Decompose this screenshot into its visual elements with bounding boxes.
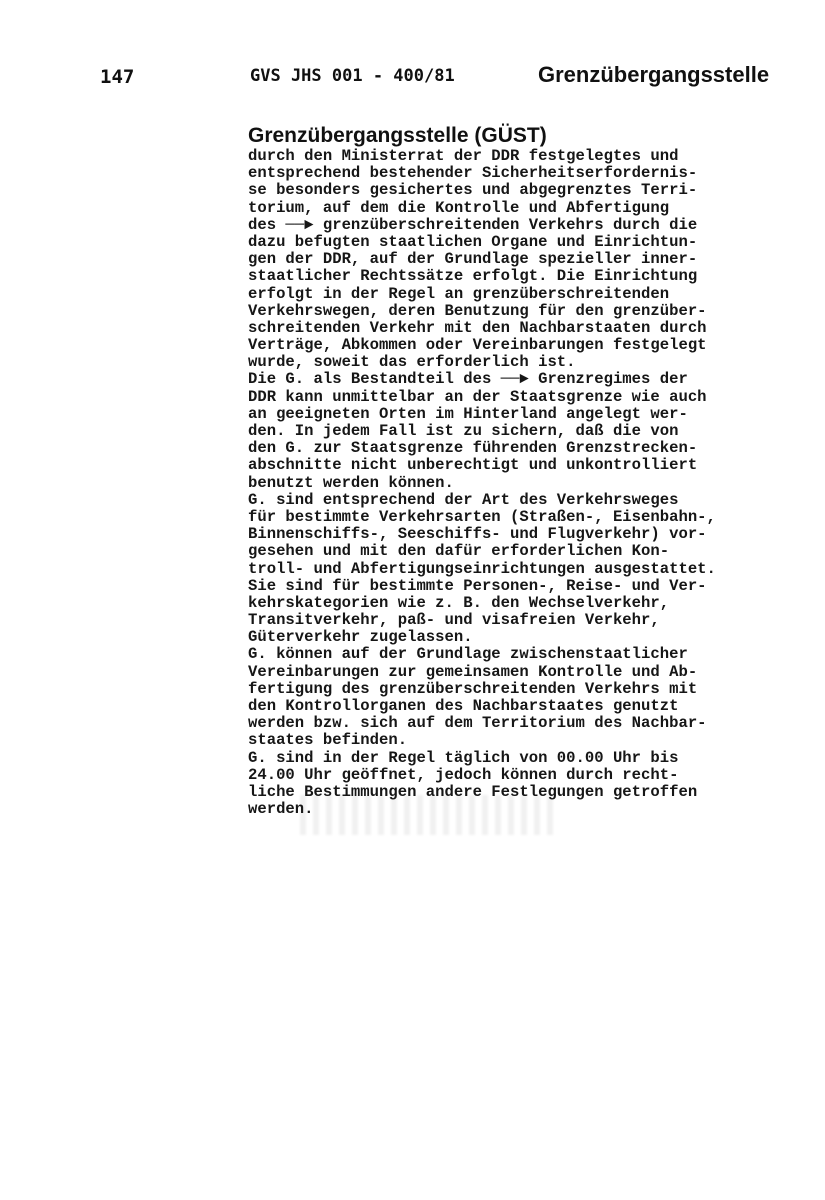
entry-line: dazu befugten staatlichen Organe und Einrichtun- (248, 232, 698, 251)
entry-line: Güterverkehr zugelassen. (248, 628, 473, 647)
entry-line: Binnenschiffs-, Seeschiffs- und Flugverkehr) vor- (248, 525, 707, 544)
entry-line: den. In jedem Fall ist zu sichern, daß die von (248, 422, 679, 440)
entry-line: kehrskategorien wie z. B. den Wechselverkehr, (248, 593, 670, 612)
entry-line: schreitenden Verkehr mit den Nachbarstaaten durch (248, 318, 707, 337)
entry-line: Sie sind für bestimmte Personen-, Reise- und Ver- (248, 576, 707, 595)
entry-line: Verkehrswegen, deren Benutzung für den grenzüber- (248, 301, 707, 320)
entry-line: gesehen und mit den dafür erforderlichen Kon- (248, 542, 670, 561)
entry-line: entsprechend bestehender Sicherheitserfordernis- (248, 164, 698, 183)
entry-line: abschnitte nicht unberechtigt und unkontrolliert (248, 456, 698, 475)
entry-line: Die G. als Bestandteil des ──► Grenzregimes der (248, 370, 688, 389)
entry-line: fertigung des grenzüberschreitenden Verkehrs mit (248, 679, 698, 698)
entry-line: Vereinbarungen zur gemeinsamen Kontrolle und Ab- (248, 662, 698, 681)
entry-line: an geeigneten Orten im Hinterland angelegt wer- (248, 404, 688, 423)
entry-line: torium, auf dem die Kontrolle und Abfertigung (248, 198, 670, 217)
running-header-keyword: Grenzübergangsstelle (538, 62, 770, 87)
entry-title: Grenzübergangsstelle (GÜST) (248, 124, 547, 147)
entry-line: durch den Ministerrat der DDR festgelegtes und (248, 147, 679, 165)
entry-line: DDR kann unmittelbar an der Staatsgrenze wie auch (248, 387, 707, 406)
scan-smudge (300, 795, 560, 835)
document-reference: GVS JHS 001 - 400/81 (250, 66, 455, 86)
entry-line: G. sind entsprechend der Art des Verkehrsweges (248, 490, 679, 509)
entry-line: liche Bestimmungen andere Festlegungen getroffen (248, 782, 698, 801)
entry-line: wurde, soweit das erforderlich ist. (248, 353, 576, 372)
entry-line: staates befinden. (248, 731, 408, 750)
entry-line: se besonders gesichertes und abgegrenztes Terri- (248, 181, 698, 200)
entry-line: den Kontrollorganen des Nachbarstaates genutzt (248, 697, 679, 715)
entry-line: 24.00 Uhr geöffnet, jedoch können durch recht- (248, 765, 679, 784)
entry-line: gen der DDR, auf der Grundlage spezieller inner- (248, 250, 698, 269)
entry-line: Transitverkehr, paß- und visafreien Verkehr, (248, 611, 660, 630)
entry-line: des ──► grenzüberschreitenden Verkehrs durch die (248, 215, 698, 234)
entry-line: benutzt werden können. (248, 473, 454, 492)
entry-line: werden bzw. sich auf dem Territorium des Nachbar- (248, 714, 707, 733)
entry-line: werden. (248, 800, 314, 819)
entry-line: erfolgt in der Regel an grenzüberschreitenden (248, 284, 670, 303)
entry-body (248, 148, 768, 818)
entry-line: staatlicher Rechtssätze erfolgt. Die Einrichtung (248, 267, 698, 286)
entry-line: G. können auf der Grundlage zwischenstaatlicher (248, 645, 688, 664)
entry-line: für bestimmte Verkehrsarten (Straßen-, Eisenbahn-, (248, 507, 716, 526)
entry-line: G. sind in der Regel täglich von 00.00 Uhr bis (248, 748, 679, 767)
entry-line: troll- und Abfertigungseinrichtungen ausgestattet. (248, 559, 716, 578)
entry-line: den G. zur Staatsgrenze führenden Grenzstrecken- (248, 439, 698, 458)
page-number: 147 (100, 66, 135, 88)
entry-line: Verträge, Abkommen oder Vereinbarungen festgelegt (248, 336, 707, 355)
